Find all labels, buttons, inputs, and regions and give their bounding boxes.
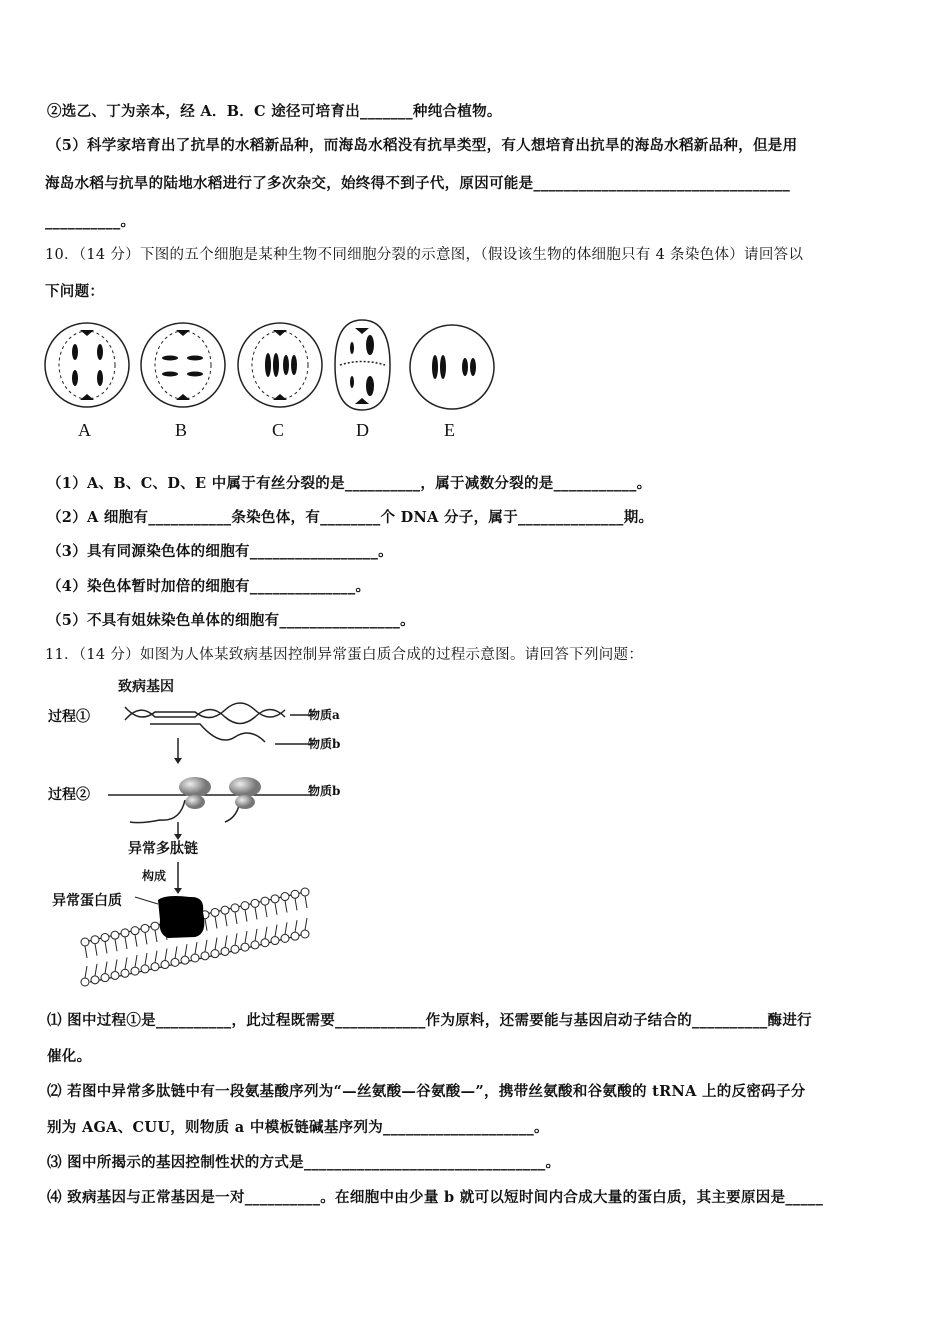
cell-label-c: C <box>272 420 285 440</box>
pathogenic-gene-label: 致病基因 <box>118 679 174 695</box>
substance-b-label: 物质b <box>308 784 341 798</box>
substance-a-label: 物质a <box>308 708 340 722</box>
phospholipid-head <box>101 933 109 941</box>
phospholipid-head <box>131 967 139 975</box>
phospholipid-head <box>291 932 299 940</box>
phospholipid-head <box>101 974 109 982</box>
phospholipid-head <box>211 950 219 958</box>
text-line: __________。 <box>45 213 136 230</box>
text-line: ⑴ 图中过程①是__________，此过程既需要____________作为原料，还需要能与基因启动子结合的__________酶进行 <box>47 1012 812 1029</box>
text-line: 海岛水稻与抗旱的陆地水稻进行了多次杂交，始终得不到子代，原因可能是__________________________________ <box>45 175 791 192</box>
phospholipid-head <box>111 931 119 939</box>
phospholipid-head <box>271 937 279 945</box>
phospholipid-head <box>191 954 199 962</box>
text-line: ⑵ 若图中异常多肽链中有一段氨基酸序列为“—丝氨酸—谷氨酸—”，携带丝氨酸和谷氨酸的 tRNA 上的反密码子分 <box>47 1083 806 1100</box>
phospholipid-head <box>141 965 149 973</box>
phospholipid-head <box>111 971 119 979</box>
text-line: （3）具有同源染色体的细胞有_________________。 <box>47 543 393 560</box>
phospholipid-head <box>261 897 269 905</box>
phospholipid-head <box>91 976 99 984</box>
cell-label-d: D <box>356 420 369 440</box>
phospholipid-head <box>251 941 259 949</box>
phospholipid-head <box>91 936 99 944</box>
text-line: ⑷ 致病基因与正常基因是一对__________。在细胞中由少量 b 就可以短时间内合成大量的蛋白质，其主要原因是_____ <box>47 1189 824 1206</box>
text-line: ②选乙、丁为亲本，经 A．B．C 途径可培育出_______种纯合植物。 <box>47 103 502 120</box>
phospholipid-head <box>211 908 219 916</box>
phospholipid-head <box>141 924 149 932</box>
phospholipid-head <box>201 952 209 960</box>
text-line: （5）不具有姐妹染色单体的细胞有________________。 <box>47 612 415 629</box>
abnormal-polypeptide-label: 异常多肽链 <box>128 841 198 857</box>
phospholipid-head <box>181 956 189 964</box>
phospholipid-head <box>301 888 309 896</box>
phospholipid-head <box>231 945 239 953</box>
cell-label-e: E <box>444 420 455 440</box>
phospholipid-head <box>131 927 139 935</box>
phospholipid-head <box>241 943 249 951</box>
text-line: （2）A 细胞有___________条染色体，有________个 DNA 分子，属于______________期。 <box>47 509 654 526</box>
phospholipid-head <box>281 934 289 942</box>
phospholipid-head <box>241 902 249 910</box>
text-line: 下问题： <box>45 283 105 300</box>
phospholipid-head <box>221 906 229 914</box>
text-line: （5）科学家培育出了抗旱的水稻新品种，而海岛水稻没有抗旱类型，有人想培育出抗旱的海岛水稻新品种，但是用 <box>47 137 798 154</box>
phospholipid-head <box>291 890 299 898</box>
phospholipid-head <box>81 978 89 986</box>
phospholipid-head <box>161 961 169 969</box>
gene-expression-diagram <box>40 672 370 1002</box>
phospholipid-head <box>151 963 159 971</box>
phospholipid-head <box>121 969 129 977</box>
abnormal-protein-label: 异常蛋白质 <box>52 893 122 909</box>
text-line: （1）A、B、C、D、E 中属于有丝分裂的是__________，属于减数分裂的是___________。 <box>47 475 652 492</box>
compose-label: 构成 <box>142 869 167 883</box>
phospholipid-head <box>271 895 279 903</box>
phospholipid-head <box>261 939 269 947</box>
phospholipid-head <box>81 938 89 946</box>
text-line: 催化。 <box>47 1048 92 1065</box>
phospholipid-head <box>231 904 239 912</box>
phospholipid-head <box>281 893 289 901</box>
text-line: （4）染色体暂时加倍的细胞有______________。 <box>47 578 371 595</box>
phospholipid-head <box>151 922 159 930</box>
cell-label-b: B <box>175 420 188 440</box>
phospholipid-head <box>301 930 309 938</box>
process-1-label: 过程① <box>48 709 90 725</box>
cell-label-a: A <box>78 420 91 440</box>
text-line: 别为 AGA、CUU，则物质 a 中模板链碱基序列为____________________。 <box>47 1119 549 1136</box>
substance-b-label: 物质b <box>308 737 341 751</box>
process-2-label: 过程② <box>48 787 90 803</box>
question-10-heading: 10．（14 分）下图的五个细胞是某种生物不同细胞分裂的示意图，（假设该生物的体细胞只有 4 条染色体）请回答以 <box>45 247 804 263</box>
phospholipid-head <box>221 947 229 955</box>
cells-illustration <box>40 310 510 420</box>
phospholipid-head <box>171 958 179 966</box>
phospholipid-head <box>121 929 129 937</box>
question-11-heading: 11．（14 分）如图为人体某致病基因控制异常蛋白质合成的过程示意图。请回答下列问题： <box>45 647 644 663</box>
text-line: ⑶ 图中所揭示的基因控制性状的方式是________________________________。 <box>47 1154 561 1171</box>
phospholipid-head <box>251 899 259 907</box>
